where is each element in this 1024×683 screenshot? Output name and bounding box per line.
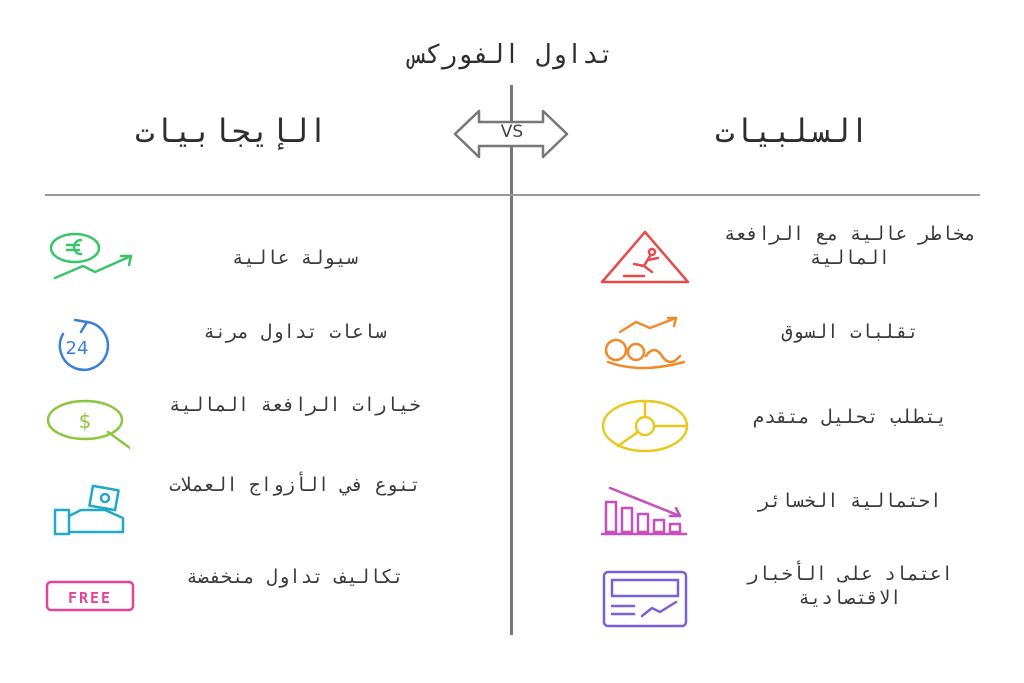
cons-item-1-text: مخاطر عالية مع الرافعة المالية: [724, 223, 976, 269]
hand-money-icon: [45, 482, 135, 542]
declining-bars-icon: [600, 482, 690, 542]
cons-item-5-text: اعتماد على الأخبار الاقتصادية: [747, 563, 953, 609]
header-divider: [45, 194, 980, 196]
cons-item-2-text: تقلبات السوق: [781, 321, 919, 343]
svg-text:24: 24: [65, 338, 89, 359]
currency-growth-icon: [45, 230, 135, 290]
pros-heading: الإيجابيات: [135, 112, 328, 150]
free-badge-label: FREE: [67, 589, 113, 607]
cons-heading: السلبيات: [715, 112, 870, 150]
clock-24-icon: [45, 314, 135, 374]
cons-item-3-text: يتطلب تحليل متقدم: [752, 406, 948, 428]
pros-item-5-text: تكاليف تداول منخفضة: [186, 566, 404, 588]
dollar-magnifier-icon: [40, 396, 130, 456]
pros-item-2-text: ساعات تداول مرنة: [203, 321, 387, 343]
pros-item-3-text: خيارات الرافعة المالية: [169, 394, 421, 416]
svg-text:$: $: [78, 409, 92, 433]
market-volatility-icon: [600, 314, 690, 374]
pros-item-4-text: تنوع في الأزواج العملات: [169, 474, 421, 496]
cons-item-4-text: احتمالية الخسائر: [758, 490, 942, 512]
warning-fall-icon: [600, 228, 690, 288]
page-title: تداول الفوركس: [410, 40, 614, 70]
pros-item-1-text: سيولة عالية: [232, 247, 358, 269]
vs-label: VS: [500, 122, 524, 142]
news-chart-icon: [600, 568, 690, 628]
pie-analysis-icon: [600, 396, 690, 456]
center-divider: [510, 85, 513, 635]
